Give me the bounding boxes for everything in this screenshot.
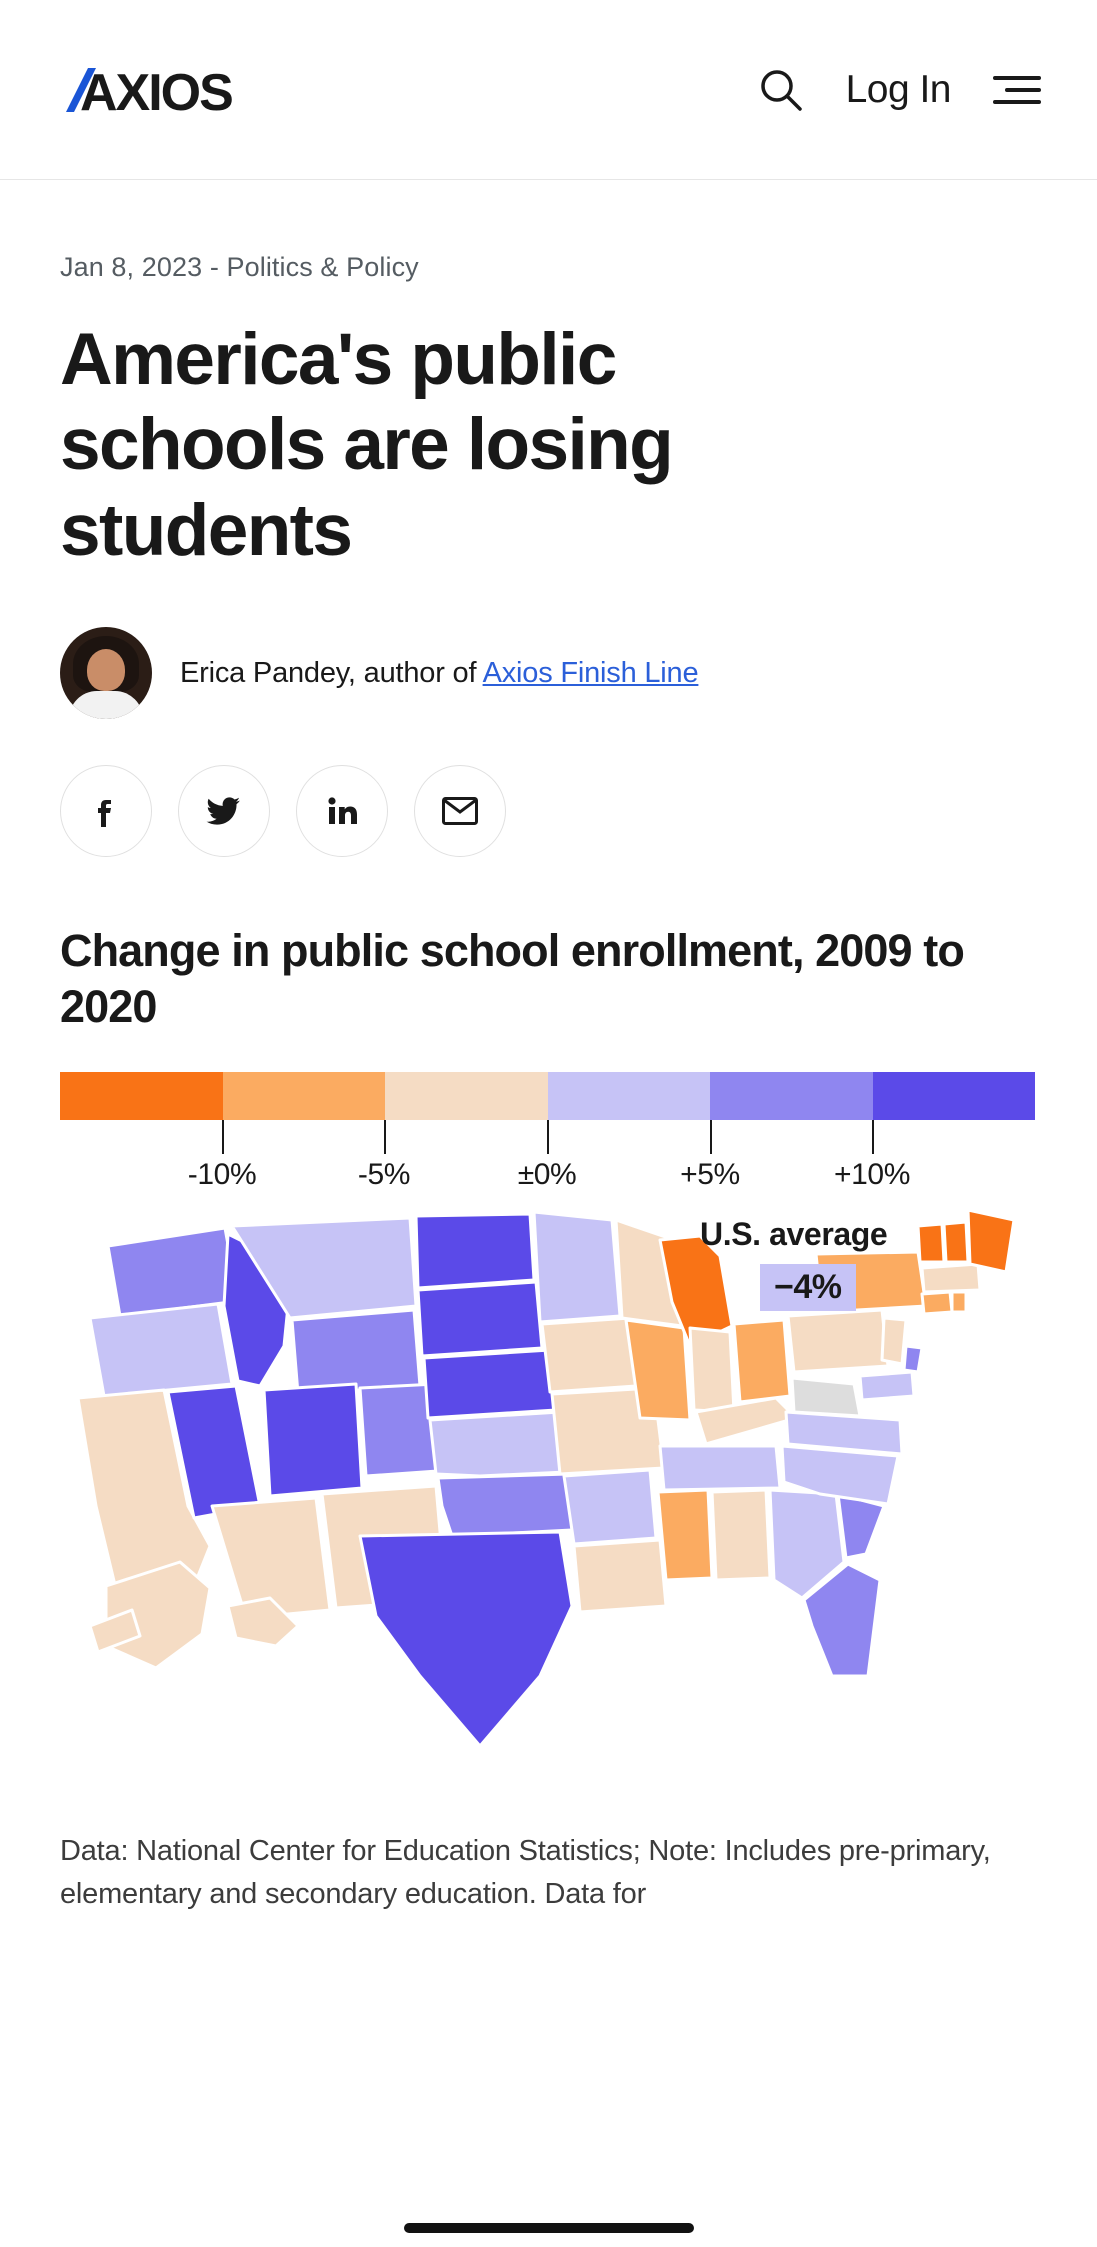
state-AL [712, 1490, 770, 1580]
state-WY [292, 1310, 420, 1394]
state-ND [416, 1214, 534, 1288]
linkedin-share-button[interactable] [296, 765, 388, 857]
state-ME [968, 1210, 1014, 1272]
state-TX [360, 1532, 572, 1746]
state-MS [658, 1490, 712, 1580]
state-UT [264, 1384, 362, 1496]
legend-tick-label-0: -10% [187, 1157, 257, 1191]
state-AR [564, 1470, 656, 1544]
home-indicator [404, 2223, 694, 2233]
legend-swatch-2 [385, 1072, 548, 1120]
us-average-label: U.S. average [700, 1215, 888, 1252]
state-LA [574, 1540, 666, 1612]
state-KS [430, 1412, 566, 1476]
axios-logo[interactable] [56, 64, 326, 116]
legend-tick-label-4: +10% [834, 1157, 910, 1191]
twitter-share-button[interactable] [178, 765, 270, 857]
state-OH [734, 1320, 790, 1402]
legend-tick-label-2: ±0% [517, 1157, 577, 1191]
legend-ticks [60, 1120, 1035, 1154]
byline-text [180, 657, 698, 690]
state-IA [542, 1318, 636, 1392]
byline [60, 627, 1037, 719]
state-CT [922, 1292, 952, 1314]
state-IN [690, 1328, 734, 1412]
legend-swatch-1 [223, 1072, 386, 1120]
site-header [0, 0, 1097, 180]
chart-container [60, 923, 1037, 1917]
state-VT [918, 1224, 944, 1262]
state-DE [904, 1346, 922, 1372]
legend-swatch-4 [710, 1072, 873, 1120]
state-RI [952, 1292, 966, 1312]
legend-tick-labels [60, 1158, 1035, 1198]
article-kicker: Jan 8, 2023 - Politics & Policy [60, 252, 419, 282]
email-share-button[interactable] [414, 765, 506, 857]
legend-swatch-5 [873, 1072, 1036, 1120]
legend-swatch-0 [60, 1072, 223, 1120]
legend-tick-label-3: +5% [680, 1157, 740, 1191]
hamburger-menu-icon[interactable] [993, 70, 1041, 110]
state-MN [534, 1212, 620, 1322]
svg-text:AXIOS: AXIOS [80, 63, 232, 118]
article-body [0, 252, 1097, 1917]
state-NJ [882, 1318, 906, 1364]
header-actions [758, 67, 1041, 113]
state-OR [90, 1304, 232, 1396]
facebook-share-button[interactable] [60, 765, 152, 857]
us-average-value: −4% [760, 1264, 856, 1311]
state-PA [788, 1310, 888, 1372]
state-SD [418, 1282, 542, 1356]
chart-title: Change in public school enrollment, 2009 to 2020 [60, 925, 964, 1033]
state-NE [424, 1350, 556, 1418]
state-WV [792, 1378, 860, 1416]
legend-swatch-3 [548, 1072, 711, 1120]
login-button[interactable]: Log In [845, 67, 951, 111]
byline-author: Erica Pandey, author of [180, 656, 483, 689]
chart-legend [60, 1072, 1035, 1198]
state-TN [660, 1446, 780, 1490]
page-title: America's public schools are losing students [60, 319, 673, 571]
state-NH [944, 1222, 968, 1262]
state-MD [860, 1372, 914, 1400]
chart-source-note: Data: National Center for Education Statistics; Note: Includes pre-primary, elementary and secondary education. Data for [60, 1834, 991, 1911]
avatar [60, 627, 152, 719]
byline-newsletter-link[interactable]: Axios Finish Line [482, 656, 699, 689]
state-MA [922, 1264, 980, 1292]
share-buttons [60, 765, 1037, 857]
legend-color-bars [60, 1072, 1035, 1120]
us-choropleth-map [60, 1206, 1035, 1806]
state-OK [438, 1474, 572, 1536]
legend-tick-label-1: -5% [357, 1157, 411, 1191]
search-icon[interactable] [758, 67, 804, 113]
